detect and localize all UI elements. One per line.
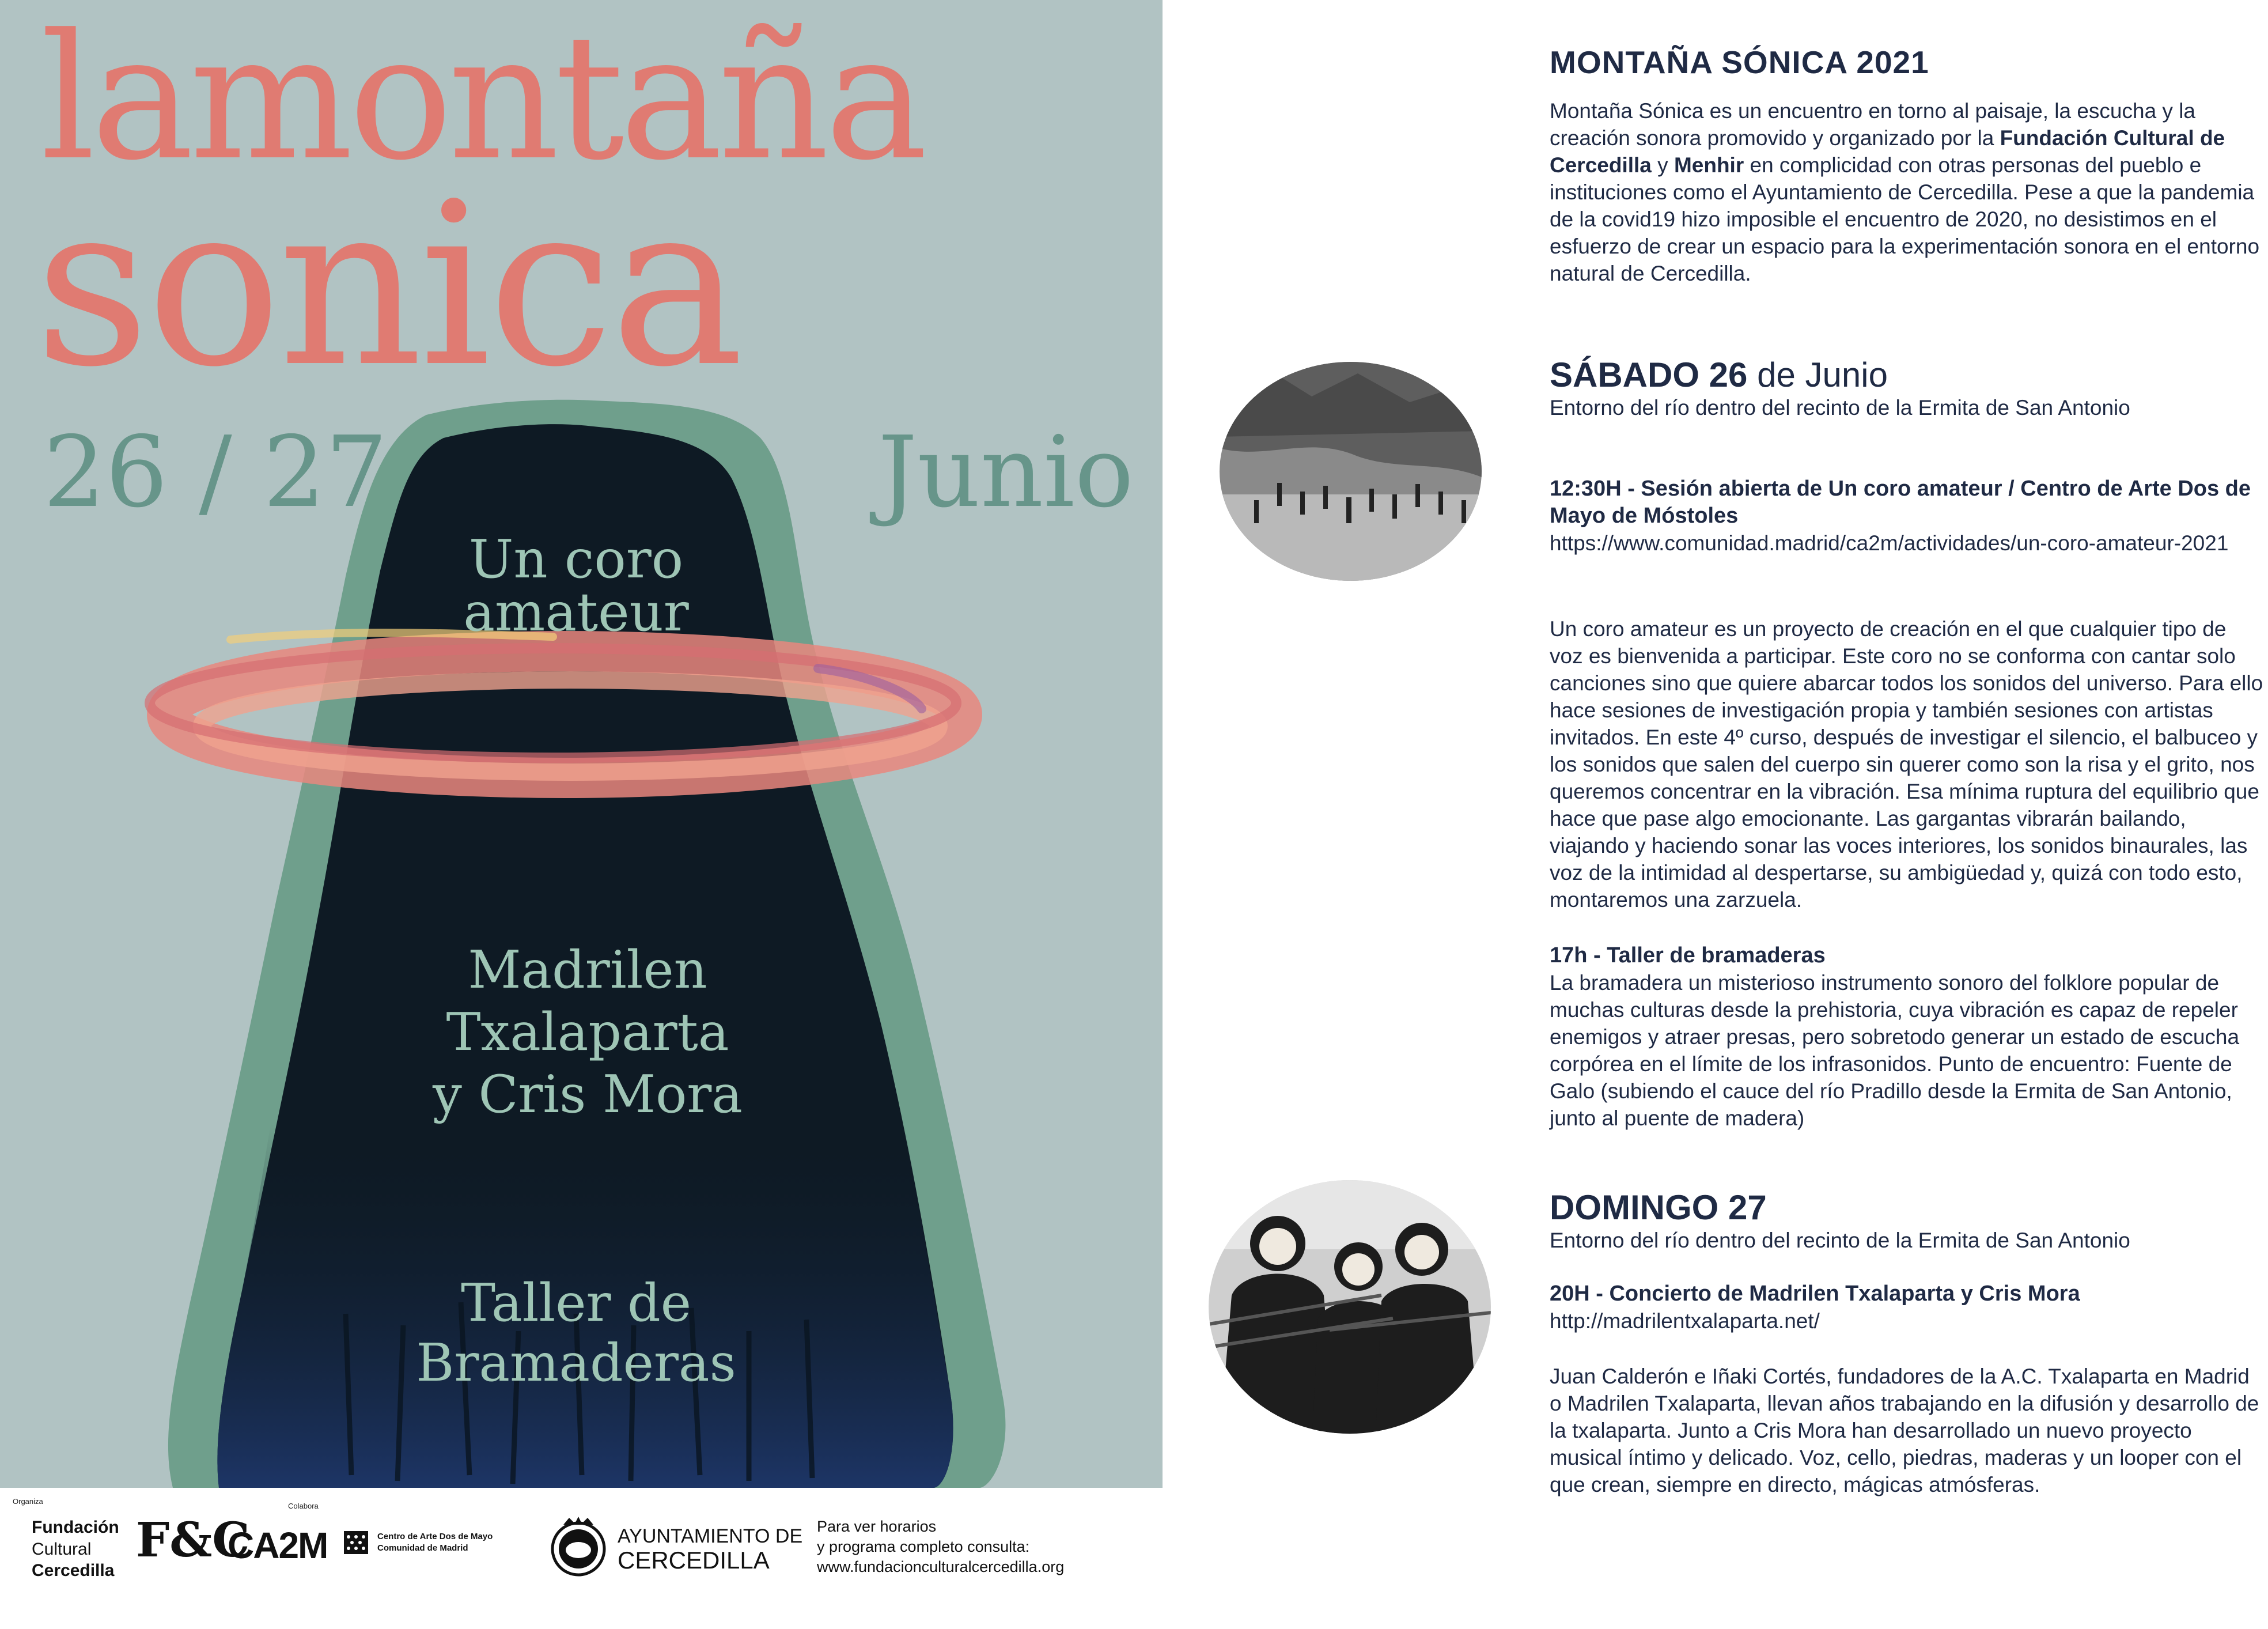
colabora-label: Colabora bbox=[288, 1502, 319, 1510]
poster-month: Junio bbox=[878, 415, 1134, 530]
event-title: 20H - Concierto de Madrilen Txalaparta y Cris Mora bbox=[1550, 1282, 2080, 1306]
comunidad-madrid-flag-icon bbox=[344, 1531, 368, 1554]
ayuntamiento-line: AYUNTAMIENTO DE bbox=[618, 1525, 803, 1547]
poster-event-line: amateur bbox=[463, 581, 689, 643]
saturday-event-taller bbox=[1550, 942, 2264, 1132]
poster-title-line2: sonica bbox=[35, 154, 741, 416]
organiza-label: Organiza bbox=[13, 1497, 43, 1506]
poster-event-line: Un coro bbox=[468, 528, 684, 590]
event-description: Un coro amateur es un proyecto de creación en el que cualquier tipo de voz es bienvenida a participar. Este coro no se conforma con cantar solo canciones sino que quiere abarcar todos los sonidos del universo. Para ello hace sesiones de investigación propia y también sesiones con artistas invitados. En este 4º curso, después de investigar el silencio, el balbuceo y los sonidos que salen del cuerpo sin querer como son la risa y el grito, nos queremos concentrar en la vibración. Esa mínima ruptura del equilibrio que hace que pase algo emocionante. Las gargantas vibrarán bailando, viajando y haciendo sonar las voces interiores, los sonidos binaurales, las voz de la intimidad al despertarse, su ambigüedad y, quizá con todo esto, montaremos una zarzuela. bbox=[1550, 617, 2263, 912]
saturday-event-coro-description bbox=[1550, 615, 2264, 913]
event-title: 12:30H - Sesión abierta de Un coro amateur / Centro de Arte Dos de Mayo de Móstoles bbox=[1550, 477, 2251, 528]
poster-event-line: Madrilen bbox=[468, 940, 707, 1000]
fundacion-name-line: Fundación bbox=[32, 1518, 119, 1537]
saturday-location: Entorno del río dentro del recinto de la Ermita de San Antonio bbox=[1550, 396, 2130, 419]
sunday-location: Entorno del río dentro del recinto de la Ermita de San Antonio bbox=[1550, 1229, 2130, 1252]
event-description: La bramadera un misterioso instrumento sonoro del folklore popular de muchas culturas desde la prehistoria, cuya vibración es capaz de repeler enemigos y atraer presas, pero sobretodo generar un estado de escucha corpórea en el límite de los infrasonidos. Punto de encuentro: Fuente de Galo (subiendo el cauce del río Pradillo desde la Ermita de San Antonio, junto al puente de madera) bbox=[1550, 971, 2240, 1130]
festival-poster bbox=[0, 0, 1163, 1488]
poster-title-line1: lamontaña bbox=[40, 0, 923, 198]
poster-event-line: Bramaderas bbox=[416, 1332, 736, 1393]
intro-text: Montaña Sónica es un encuentro en torno al paisaje, la escucha y la creación sonora promovido y organizado por la bbox=[1550, 99, 2196, 150]
saturday-heading bbox=[1550, 356, 2264, 394]
saturday-header bbox=[1550, 356, 2264, 421]
sunday-event-concierto-description bbox=[1550, 1363, 2264, 1498]
footer-info-line: Para ver horarios bbox=[817, 1518, 937, 1535]
poster-dates: 26 / 27 bbox=[43, 415, 388, 530]
poster-event-taller bbox=[346, 1273, 807, 1393]
choir-photo bbox=[1220, 362, 1482, 581]
sunday-event-concierto bbox=[1550, 1280, 2264, 1335]
intro-org-fundacion: Fundación Cultural de Cercedilla bbox=[1550, 126, 2225, 177]
saturday-event-coro bbox=[1550, 475, 2264, 557]
intro-org-menhir: Menhir bbox=[1673, 153, 1744, 177]
intro-section bbox=[1550, 43, 2264, 287]
poster-event-line: Txalaparta bbox=[446, 1002, 729, 1063]
intro-text: en complicidad con otras personas del pueblo e instituciones como el Ayuntamiento de Cercedilla. Pese a que la pandemia de la covid19 hizo imposible el encuentro de 2020, no desistimos en el esfuerzo de crear un espacio para la experimentación sonora en el entorno natural de Cercedilla. bbox=[1550, 153, 2260, 285]
intro-paragraph bbox=[1550, 97, 2264, 287]
poster-event-line: Taller de bbox=[460, 1273, 692, 1333]
saturday-heading-month: de Junio bbox=[1747, 356, 1888, 394]
event-url-link[interactable]: http://madrilentxalaparta.net/ bbox=[1550, 1309, 1820, 1333]
ayuntamiento-logo-text bbox=[618, 1526, 802, 1574]
poster-event-coro bbox=[403, 528, 749, 643]
sunday-header bbox=[1550, 1189, 2264, 1254]
poster-event-txalaparta bbox=[357, 939, 818, 1126]
ca2m-text bbox=[377, 1531, 493, 1554]
event-url-link[interactable]: https://www.comunidad.madrid/ca2m/actividades/un-coro-amateur-2021 bbox=[1550, 531, 2229, 555]
fundacion-name-line: Cercedilla bbox=[32, 1561, 115, 1580]
fundacion-name-line: Cultural bbox=[32, 1539, 92, 1559]
poster-event-line: y Cris Mora bbox=[433, 1064, 743, 1125]
fundacion-logo: F&C bbox=[136, 1513, 250, 1568]
sunday-heading: DOMINGO 27 bbox=[1550, 1188, 1767, 1227]
saturday-heading-date: SÁBADO 26 bbox=[1550, 356, 1748, 394]
ayuntamiento-line: CERCEDILLA bbox=[618, 1547, 770, 1574]
ca2m-text-line: Centro de Arte Dos de Mayo bbox=[377, 1532, 493, 1541]
intro-text: y bbox=[1651, 153, 1674, 177]
ca2m-text-line: Comunidad de Madrid bbox=[377, 1543, 468, 1553]
event-title: 17h - Taller de bramaderas bbox=[1550, 943, 1826, 967]
footer-info bbox=[817, 1517, 1064, 1577]
page-title: MONTAÑA SÓNICA 2021 bbox=[1550, 44, 1929, 80]
musicians-photo bbox=[1209, 1180, 1491, 1434]
ca2m-logo: CA2M bbox=[228, 1525, 328, 1566]
fundacion-name bbox=[32, 1517, 119, 1582]
footer-website-link[interactable]: www.fundacionculturalcercedilla.org bbox=[817, 1558, 1065, 1576]
footer-info-line: y programa completo consulta: bbox=[817, 1538, 1030, 1556]
cercedilla-shield-icon bbox=[549, 1517, 608, 1579]
event-description: Juan Calderón e Iñaki Cortés, fundadores de la A.C. Txalaparta en Madrid o Madrilen Txalaparta, llevan años trabajando en la difusión y desarrollo de la txalaparta. Junto a Cris Mora han desarrollado un nuevo proyecto musical íntimo y delicado. Voz, cello, piedras, maderas y un looper con el que crean, siempre en directo, mágicas atmósferas. bbox=[1550, 1365, 2259, 1496]
